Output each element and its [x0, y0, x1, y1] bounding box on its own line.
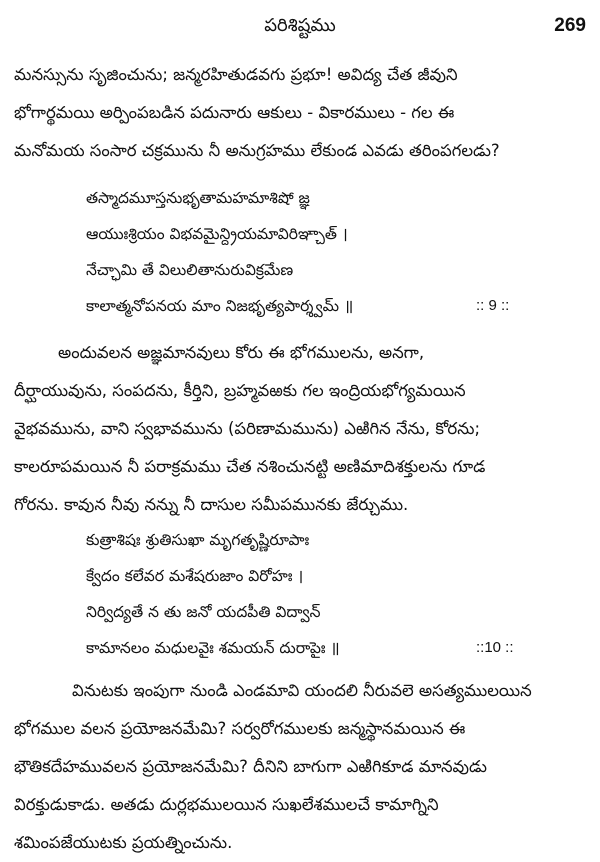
verse-line-text: కామానలం మధులవైః శమయన్ దురాపైః ॥ [86, 639, 340, 657]
paragraph-3 [14, 672, 588, 862]
text-line: భోగార్థమయి అర్పింపబడిన పదునారు ఆకులు - వికారములు - గల ఈ [14, 103, 455, 122]
verse-line: తస్మాదమూస్తనుభృతామహమాశిషో జ్ఞ [86, 189, 310, 207]
verse-number: ::10 :: [476, 639, 514, 656]
text-line: మనోమయ సంసార చక్రమును నీ అనుగ్రహము లేకుండ ఎవడు తరింపగలడు? [14, 141, 500, 160]
verse-line-text: కాలాత్మనోపనయ మాం నిజభృత్యపార్శ్వమ్ ॥ [86, 297, 354, 315]
text-line: భోగముల వలన ప్రయోజనమేమి? సర్వరోగములకు జన్మస్థానమయిన ఈ [14, 719, 466, 738]
verse-number: :: 9 :: [476, 297, 510, 314]
verse-line: నేచ్ఛామి తే విలులితానురువిక్రమేణ [86, 261, 294, 279]
running-header-title: పరిశిష్టము [264, 15, 336, 36]
verse-line-last [86, 288, 586, 324]
text-line: దీర్ఘాయువును, సంపదను, కీర్తిని, బ్రహ్మవఱకు గల ఇంద్రియభోగ్యమయిన [14, 381, 466, 400]
verse-line-last [86, 630, 586, 666]
page-number: 269 [554, 15, 586, 36]
verse-line: క్వేదం కలేవర మశేషరుజాం విరోహః । [86, 567, 304, 585]
text-line: భౌతికదేహమువలన ప్రయోజనమేమి? దీనిని బాగుగా ఎఱిగికూడ మానవుడు [14, 757, 487, 776]
text-line: విరక్తుడుకాడు. అతడు దుర్లభములయిన సుఖలేశములచే కామాగ్నిని [14, 795, 439, 814]
text-line: వినుటకు ఇంపుగా నుండి ఎండమావి యందలి నీరువలె అసత్యములయిన [72, 681, 532, 700]
text-line: శమింపజేయుటకు ప్రయత్నించును. [14, 833, 233, 852]
verse-line: ఆయుఃశ్రియం విభవమైన్ద్రియమావిరిఞ్చాత్ । [86, 225, 348, 243]
verse-line: కుత్రాశిషః శ్రుతిసుఖా మృగతృష్ణిరూపాః [86, 531, 310, 549]
text-line: వైభవమును, వాని స్వభావమును (పరిణామమును) ఎఱిగిన నేను, కోరను; [14, 419, 481, 438]
text-line: మనస్సును సృజించును; జన్మరహితుడవగు ప్రభూ! అవిద్య చేత జీవుని [14, 65, 458, 84]
verse-10 [86, 522, 586, 666]
paragraph-2 [14, 334, 588, 524]
text-line: కాలరూపమయిన నీ పరాక్రమము చేత నశించునట్టి అణిమాదిశక్తులను గూడ [14, 457, 486, 476]
verse-line: నిర్విద్యతే న తు జనో యదపీతి విద్వాన్ [86, 603, 321, 621]
verse-9 [86, 180, 586, 324]
text-line: గోరను. కావున నీవు నన్ను నీ దాసుల సమీపమునకు జేర్చుము. [14, 495, 409, 514]
paragraph-1 [14, 56, 588, 170]
text-line: అందువలన అజ్ఞమానవులు కోరు ఈ భోగములను, అనగా, [58, 343, 425, 362]
